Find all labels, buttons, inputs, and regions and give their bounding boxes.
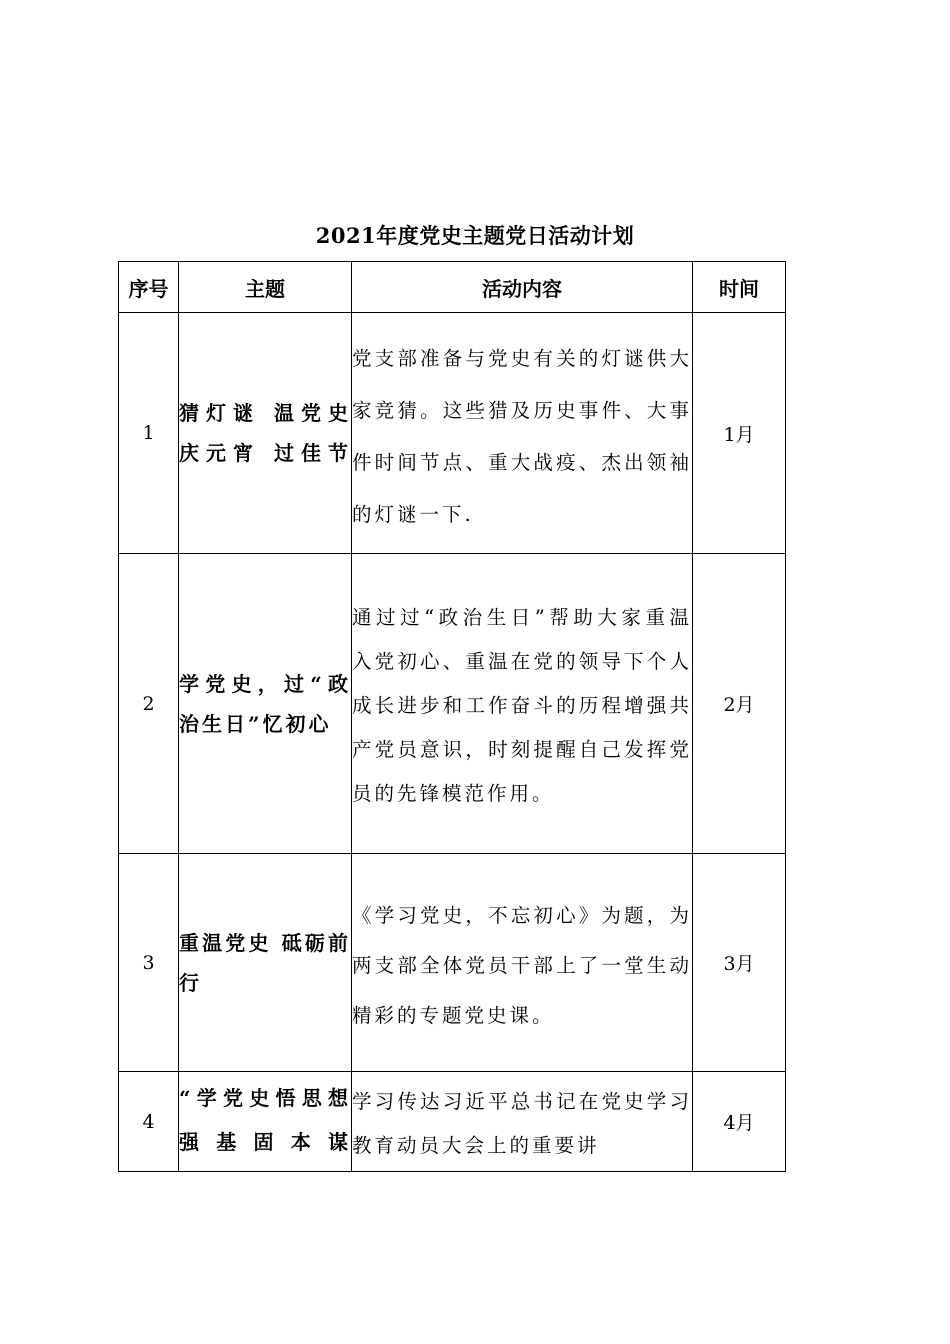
row-time: 3月 bbox=[693, 854, 786, 1072]
row-content: 《学习党史，不忘初心》为题，为两支部全体党员干部上了一堂生动精彩的专题党史课。 bbox=[352, 854, 693, 1072]
table-row bbox=[119, 854, 786, 1072]
header-content: 活动内容 bbox=[352, 262, 693, 313]
row-number: 3 bbox=[119, 854, 179, 1072]
row-theme: 重温党史 砥砺前行 bbox=[179, 854, 352, 1072]
activity-plan-table bbox=[118, 261, 786, 1172]
row-content: 学习传达习近平总书记在党史学习教育动员大会上的重要讲 bbox=[352, 1072, 693, 1172]
table-row bbox=[119, 313, 786, 554]
row-content: 通过过“政治生日”帮助大家重温入党初心、重温在党的领导下个人成长进步和工作奋斗的历程增强共产党员意识，时刻提醒自己发挥党员的先锋模范作用。 bbox=[352, 554, 693, 854]
table-row bbox=[119, 554, 786, 854]
row-content: 党支部准备与党史有关的灯谜供大家竞猜。这些猎及历史事件、大事件时间节点、重大战疫、杰出领袖的灯谜一下. bbox=[352, 313, 693, 554]
row-number: 4 bbox=[119, 1072, 179, 1172]
table-header-row bbox=[119, 262, 786, 313]
row-theme: “学党史悟思想 强基固本谋 bbox=[179, 1072, 352, 1172]
row-time: 2月 bbox=[693, 554, 786, 854]
header-time: 时间 bbox=[693, 262, 786, 313]
table-row bbox=[119, 1072, 786, 1172]
header-no: 序号 bbox=[119, 262, 179, 313]
row-number: 2 bbox=[119, 554, 179, 854]
document-title: 2021年度党史主题党日活动计划 bbox=[315, 223, 635, 248]
row-theme: 猜灯谜 温党史 庆元宵 过佳节 bbox=[179, 313, 352, 554]
row-number: 1 bbox=[119, 313, 179, 554]
row-time: 1月 bbox=[693, 313, 786, 554]
header-theme: 主题 bbox=[179, 262, 352, 313]
row-time: 4月 bbox=[693, 1072, 786, 1172]
row-theme: 学党史，过“政治生日”忆初心 bbox=[179, 554, 352, 854]
